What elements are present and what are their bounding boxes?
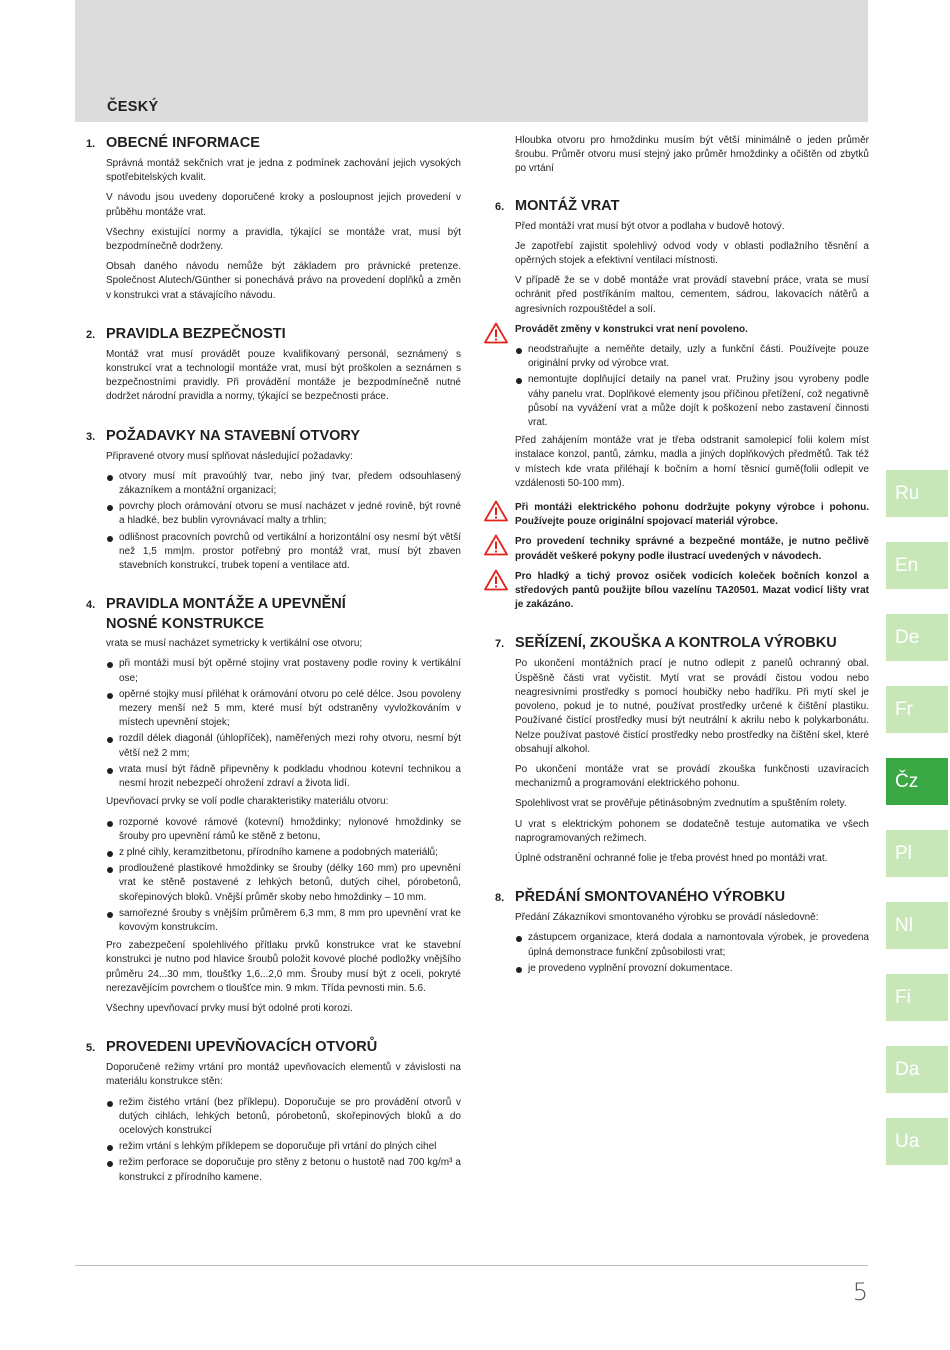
section-title: POŽADAVKY NA STAVEBNÍ OTVORY xyxy=(106,427,361,444)
warning-block xyxy=(515,323,869,337)
list-item: režim perforace se doporučuje pro stěny z betonu o hustotě nad 700 kg/m³ a konstrukcí z přírodního kamene. xyxy=(106,1156,461,1184)
section-title: PŘEDÁNÍ SMONTOVANÉHO VÝROBKU xyxy=(515,889,786,906)
list-item: při montáži musí být opěrné stojiny vrat postaveny podle roviny k vertikální ose; xyxy=(106,657,461,685)
warning-text: Pro provedení techniky správné a bezpečné montáže, je nutno pečlivě provádět veškeré pokyny podle ilustrací uvedených v návodech. xyxy=(515,536,869,562)
section-opening-requirements xyxy=(86,427,461,574)
section-mounting-rules xyxy=(86,595,461,1016)
paragraph: Po ukončení montážních prací je nutno odlepit z panelů ochranný obal. Úspěšně části vrat vyčistit. Mytí vrat se provádí čistou vodou nebo neagresivními prostředky s pomocí houbičky nebo hadříku. Při mytí skel je povoleno, pokud je to nutné, používat prostředky určené k čištění plastiku. Používané čistící prostředky musí být neutrální k akrilu nebo k polykarbonátu. Nelze používat pastové čistící prostředky nebo prostředky na čištění skel, které obsahují alkohol. xyxy=(515,658,869,755)
paragraph: Upevňovací prvky se volí podle charakteristiky materiálu otvoru: xyxy=(106,796,389,808)
warning-text: Při montáži elektrického pohonu dodržujte pokyny výrobce i pohonu. Používejte pouze originální spojovací materiál výrobce. xyxy=(515,502,869,528)
paragraph: Předání Zákazníkovi smontovaného výrobku se provádí následovně: xyxy=(515,912,819,924)
paragraph: Úplné odstranění ochranné folie je třeba provést hned po montáži vrat. xyxy=(515,852,828,864)
list-item: je provedeno vyplnění provozní dokumentace. xyxy=(515,962,869,976)
section-adjustment-testing xyxy=(495,634,869,866)
list-item: režim vrtání s lehkým příklepem se doporučuje při vrtání do plných cihel xyxy=(106,1140,461,1154)
list-item: rozdíl délek diagonál (úhlopříček), naměřených mezi rohy otvoru, nesmí být větší než 2 mm; xyxy=(106,732,461,760)
section-number: 7. xyxy=(495,638,505,651)
list-item: neodstraňujte a neměňte detaily, uzly a funkční části. Používejte pouze originální prvky od výrobce vrat. xyxy=(515,343,869,371)
section-number: 5. xyxy=(86,1042,96,1055)
bullet-list xyxy=(106,816,461,936)
list-item: otvory musí mít pravoúhlý tvar, nebo jiný tvar, předem odsouhlasený zákazníkem a montážní organizací; xyxy=(106,470,461,498)
lang-tab-ru[interactable]: Ru xyxy=(886,470,948,517)
paragraph: V případě že se v době montáže vrat provádí stavební práce, vrata se musí ochránit před postříkáním maltou, cementem, sádrou, lakovacích nátěrů a agresivních rozpouštědel a solí. xyxy=(515,275,869,315)
lang-tab-en[interactable]: En xyxy=(886,542,948,589)
section-safety-rules xyxy=(86,325,461,405)
section-title: PRAVIDLA MONTÁŽE A UPEVNĚNÍ xyxy=(106,596,346,613)
section-handover xyxy=(495,888,869,976)
list-item: rozporné kovové rámové (kotevní) hmoždinky; nylonové hmoždinky se šrouby pro upevnění rámů ke stěně z betonu, xyxy=(106,816,461,844)
paragraph: vrata se musí nacházet symetricky k vertikální ose otvoru; xyxy=(106,638,363,650)
lang-tab-da[interactable]: Da xyxy=(886,1046,948,1093)
section-title: PROVEDENI UPEVŇOVACÍCH OTVORŮ xyxy=(106,1039,378,1056)
warning-icon xyxy=(484,534,508,556)
bullet-list xyxy=(106,470,461,573)
paragraph: Je zapotřebí zajistit spolehlivý odvod vody v oblasti podlažního těsnění a opěrných stojek a efektivní ventilaci místnosti. xyxy=(515,240,869,267)
bullet-list xyxy=(106,1096,461,1185)
warning-icon xyxy=(484,322,508,344)
section-number: 6. xyxy=(495,200,505,213)
list-item: opěrné stojky musí přiléhat k orámování otvoru po celé délce. Jsou povoleny mezery menší než 5 mm, které musí být odstraněny vyvložkováním v místech upevnění stojek; xyxy=(106,688,461,731)
list-item: prodloužené plastikové hmoždinky se šrouby (délky 160 mm) pro upevnění vrat ke stěně postavené z lehkých betonů, dutých cihel, pórobetonů, skořepinových bloků. Vnější průměr skoby nebo hmoždinky – 10 mm. xyxy=(106,862,461,905)
warning-icon xyxy=(484,569,508,591)
paragraph: Montáž vrat musí provádět pouze kvalifikovaný personál, seznámený s konstrukcí vrat a technologií montáže vrat, musí být proškolen a seznámen s bezpečnostními pravidly. Při provádění montáže je bezpodmínečně nutné dodržet národní pravidla a normy, týkající se bezpečnosti práce. xyxy=(106,348,461,403)
lang-tab-fr[interactable]: Fr xyxy=(886,686,948,733)
bullet-list xyxy=(106,657,461,791)
section-title: PRAVIDLA BEZPEČNOSTI xyxy=(106,325,286,342)
right-column xyxy=(495,134,869,998)
paragraph: Pro zabezpečení spolehlivého přítlaku prvků konstrukce vrat ke stavební konstrukci je nutno pod hlavice šroubů položit kovové ploché podložky vnějšího průměru 24...30 mm, tloušťky 1,6...2,0 mm. Šrouby musí být z oceli, pokryté nerezavějícím povrchem o tloušťce min. 9 mkm. Třída pevnosti min. 5.6. xyxy=(106,940,461,994)
paragraph: Připravené otvory musí splňovat následující požadavky: xyxy=(106,450,353,462)
language-tabs xyxy=(886,470,948,1190)
warning-block xyxy=(515,535,869,563)
footer-divider xyxy=(75,1265,868,1266)
list-item: povrchy ploch orámování otvoru se musí nacházet v jedné rovině, být rovné a hladké, bez bublin vyrovnávací malty a trhlin; xyxy=(106,500,461,528)
lang-tab-nl[interactable]: Nl xyxy=(886,902,948,949)
lang-tab-ua[interactable]: Ua xyxy=(886,1118,948,1165)
warning-text: Provádět změny v konstrukci vrat není povoleno. xyxy=(515,323,748,335)
paragraph: V návodu jsou uvedeny doporučené kroky a posloupnost jejich provedení v průběhu montáže vrat. xyxy=(106,192,461,218)
paragraph: Obsah daného návodu nemůže být základem pro právnické pretenze. Společnost Alutech/Günther si ponechává právo na provedení doplňků a změn v konstrukci vrat a stávajícího návodu. xyxy=(106,261,461,301)
list-item: vrata musí být řádně připevněny k podkladu vhodnou kotevní technikou a nesmí hrozit nebezpečí ohrožení zdraví a života lidí. xyxy=(106,763,461,791)
section-number: 3. xyxy=(86,430,96,443)
language-title: ČESKÝ xyxy=(107,99,159,115)
list-item: režim čistého vrtání (bez příklepu). Doporučuje se pro provádění otvorů v dutých cihlách, lehkých betonů, pórobetonů, skořepinových bloků a do ocelových konstrukcí xyxy=(106,1096,461,1139)
left-column xyxy=(86,134,461,1207)
paragraph: Po ukončení montáže vrat se provádí zkouška funkčnosti uzavíracích mechanizmů a programování elektrického pohonu. xyxy=(515,763,869,790)
warning-block xyxy=(515,501,869,529)
paragraph: Všechny existující normy a pravidla, týkající se montáže vrat, musí být bezpodmínečně dodrženy. xyxy=(106,226,461,253)
warning-block xyxy=(515,570,869,613)
paragraph: Správná montáž sekčních vrat je jedna z podmínek zachování jejich vysokých spotřebitelských kvalit. xyxy=(106,158,461,184)
section-number: 8. xyxy=(495,892,505,905)
section-title: SEŘÍZENÍ, ZKOUŠKA A KONTROLA VÝROBKU xyxy=(515,635,837,652)
warning-icon xyxy=(484,500,508,522)
header-band xyxy=(75,0,868,122)
list-item: zástupcem organizace, která dodala a namontovala výrobek, je provedena úplná demonstrace funkční způsobilosti vrat; xyxy=(515,931,869,959)
list-item: nemontujte doplňující detaily na panel vrat. Pružiny jsou vyrobeny podle váhy panelu vrat. Doplňkové elementy jsou příčinou přetížení, což negativně působí na vyvážení vrat a může dojít k poškození nebo zastavení činnosti vrat. xyxy=(515,373,869,430)
section-general-info xyxy=(86,134,461,303)
section-title: MONTÁŽ VRAT xyxy=(515,197,620,214)
paragraph: U vrat s elektrickým pohonem se dodatečně testuje automatika ve všech naprogramovaných režimech. xyxy=(515,818,869,844)
section-title: OBECNÉ INFORMACE xyxy=(106,135,260,151)
lang-tab-cz[interactable]: Čz xyxy=(886,758,948,805)
page-number: 5 xyxy=(852,1278,868,1306)
paragraph: Hloubka otvoru pro hmoždinku musím být větší minimálně o jeden průměr šroubu. Průměr otvoru musí stejný jako průměr hmoždinky a očištěn od zbytků po vrtání xyxy=(515,135,869,175)
list-item: z plné cihly, keramzitbetonu, přírodního kamene a podobných materiálů; xyxy=(106,846,461,860)
bullet-list xyxy=(515,343,869,430)
lang-tab-fi[interactable]: Fi xyxy=(886,974,948,1021)
paragraph: Všechny upevňovací prvky musí být odolné proti korozi. xyxy=(106,1002,353,1014)
section-number: 1. xyxy=(86,138,96,150)
section-number: 2. xyxy=(86,328,96,341)
paragraph: Před montáží vrat musí být otvor a podlaha v budově hotový. xyxy=(515,220,785,232)
paragraph: Doporučené režimy vrtání pro montáž upevňovacích elementů v závislosti na materiálu konstrukce stěn: xyxy=(106,1062,461,1088)
section-title-line2: NOSNÉ KONSTRUKCE xyxy=(106,616,264,633)
lang-tab-de[interactable]: De xyxy=(886,614,948,661)
section-gate-mounting xyxy=(495,197,869,613)
warning-text: Pro hladký a tichý provoz osiček vodicích koleček bočních konzol a středových pantů použijte bílou vazelínu TA20501. Mazat vodicí lišty vrat je zakázáno. xyxy=(515,570,869,611)
list-item: odlišnost pracovních povrchů od vertikální a horizontální osy nesmí být větší než 1,5 mm|m. prostor potřebný pro montáž vrat, musí být zbaven stavebních konstrukcí, trubek topení a ventilace atd. xyxy=(106,531,461,574)
section-number: 4. xyxy=(86,599,96,612)
list-item: samořezné šrouby s vnějším průměrem 6,3 mm, 8 mm pro upevnění vrat ke kovovým konstrukcím. xyxy=(106,907,461,935)
section-drilling-holes xyxy=(86,1038,461,1185)
paragraph: Před zahájením montáže vrat je třeba odstranit samolepicí folii kolem míst instalace konzol, pantů, zámku, madla a jiných doplňkových předmětů. Tak též v místech kde vrata přiléhají k bočním a horní těsnicí gumě(folii odlepit ve vzdálenosti 50-100 mm). xyxy=(515,435,869,489)
bullet-list xyxy=(515,931,869,976)
lang-tab-pl[interactable]: Pl xyxy=(886,830,948,877)
paragraph: Spolehlivost vrat se prověřuje pětinásobným zvednutím a spuštěním rolety. xyxy=(515,798,847,810)
